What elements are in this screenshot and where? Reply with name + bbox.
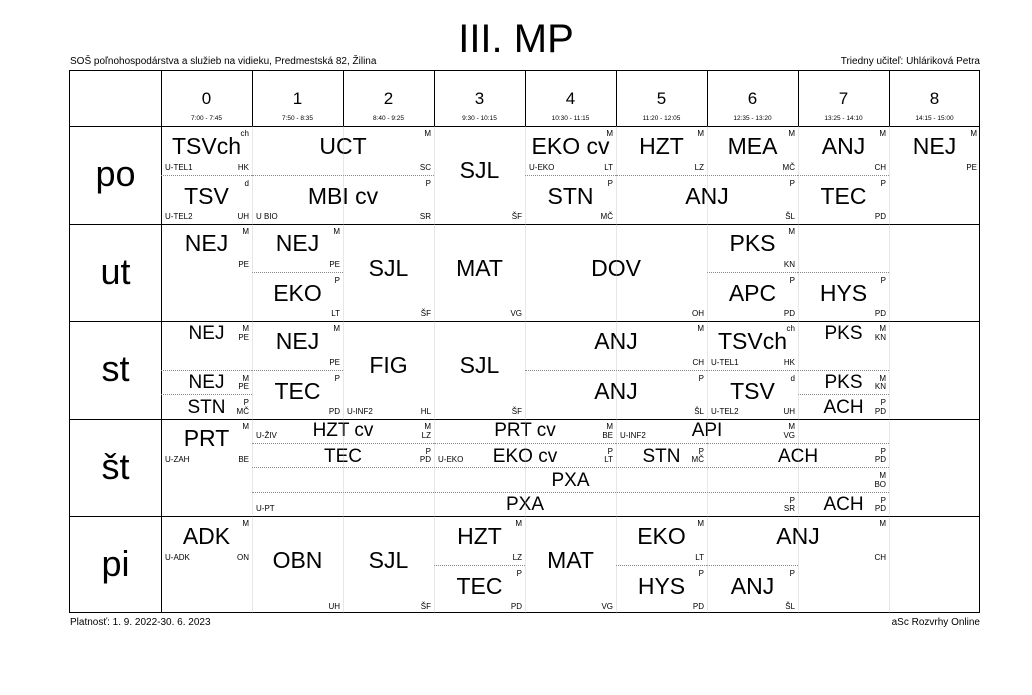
lesson-subject: PXA (551, 469, 590, 491)
lesson-cell[interactable] (343, 516, 434, 614)
lesson-teacher: PD (874, 455, 886, 465)
lesson-room: U-TEL1 (711, 357, 739, 367)
lesson-group: M (879, 373, 886, 383)
lesson-subject: ACH (823, 396, 864, 418)
period-time: 10:30 - 11:15 (551, 115, 590, 122)
lesson-cell[interactable] (161, 516, 252, 565)
lesson-teacher: ŠF (511, 211, 522, 221)
lesson-subject: EKO cv (492, 445, 558, 467)
lesson-room: U-INF2 (620, 430, 646, 440)
period-time: 9:30 - 10:15 (462, 115, 497, 122)
lesson-teacher: VG (783, 430, 795, 440)
cell-separator-line (525, 126, 526, 224)
lesson-group: M (970, 129, 977, 138)
lesson-cell[interactable] (161, 394, 252, 418)
lesson-group: P (425, 446, 431, 456)
lesson-group: M (697, 519, 704, 528)
lesson-subject: NEJ (275, 327, 320, 354)
lesson-subject: TSV (184, 182, 229, 209)
lesson-subject: ANJ (730, 572, 775, 599)
period-number: 5 (656, 89, 667, 108)
period-number: 3 (474, 89, 485, 108)
lesson-cell[interactable] (161, 224, 252, 273)
cell-separator-line (616, 419, 617, 517)
lesson-subject: PRT (183, 425, 230, 452)
lesson-teacher: CH (874, 162, 886, 172)
lesson-subject: PKS (824, 372, 863, 394)
cell-separator-line (434, 419, 435, 517)
lesson-subject: HYS (819, 280, 868, 307)
lesson-cell[interactable] (161, 126, 252, 175)
cell-separator-line (798, 516, 799, 614)
lesson-teacher: ON (237, 552, 249, 562)
lesson-teacher: KN (783, 260, 795, 270)
lesson-subject: ANJ (776, 522, 820, 549)
lesson-cell[interactable] (525, 175, 616, 224)
lesson-cell[interactable] (616, 516, 707, 565)
lesson-subject: SJL (459, 157, 500, 184)
lesson-group: P (880, 446, 886, 456)
lesson-subject: FIG (369, 352, 408, 379)
lesson-group: P (880, 495, 886, 505)
cell-separator-line (343, 419, 344, 517)
lesson-room: U BIO (256, 211, 278, 221)
lesson-subject: UCT (319, 132, 367, 159)
cell-separator-line (616, 126, 617, 224)
lesson-cell[interactable] (161, 370, 252, 394)
lesson-teacher: PE (238, 333, 249, 343)
lesson-cell[interactable] (798, 492, 889, 516)
period-time: 8:40 - 9:25 (372, 115, 405, 122)
lesson-teacher: KN (874, 382, 886, 392)
lesson-cell[interactable] (616, 443, 707, 467)
period-time: 7:00 - 7:45 (190, 115, 223, 122)
lesson-teacher: SR (783, 504, 795, 513)
lesson-subject: MBI cv (307, 182, 379, 209)
lesson-cell[interactable] (252, 516, 343, 614)
lesson-group: M (242, 373, 249, 383)
cell-separator-line (434, 516, 435, 614)
lesson-group: M (879, 324, 886, 333)
lesson-room: U-TEL2 (165, 211, 193, 221)
lesson-group: M (333, 324, 340, 333)
cell-separator-line (525, 516, 526, 614)
lesson-teacher: PE (329, 260, 340, 270)
period-time: 12:35 - 13:20 (733, 115, 772, 122)
lesson-group: P (789, 178, 795, 188)
lesson-group: P (425, 178, 431, 188)
lesson-group: P (516, 568, 522, 578)
lesson-teacher: ŠL (785, 601, 795, 611)
lesson-group: M (242, 324, 249, 333)
page-title: III. MP (458, 17, 574, 61)
lesson-group: P (880, 178, 886, 188)
lesson-teacher: UH (783, 406, 795, 416)
cell-separator-line (707, 516, 708, 614)
lesson-group: d (790, 373, 795, 383)
lesson-group: M (879, 471, 886, 481)
cell-separator-line (889, 516, 890, 614)
lesson-group: P (334, 373, 340, 383)
lesson-group: P (243, 398, 249, 408)
lesson-cell[interactable] (798, 272, 889, 321)
lesson-group: M (515, 519, 522, 528)
lesson-cell[interactable] (252, 467, 889, 491)
lesson-group: ch (240, 129, 249, 138)
lesson-teacher: MČ (782, 162, 795, 172)
lesson-teacher: LT (604, 455, 613, 465)
cell-separator-line (616, 516, 617, 614)
period-number: 6 (747, 89, 758, 108)
lesson-teacher: ŠL (785, 211, 795, 221)
lesson-subject: NEJ (188, 372, 225, 394)
class-teacher: Triedny učiteľ: Uhláriková Petra (840, 56, 980, 67)
cell-separator-line (616, 224, 617, 322)
lesson-subject: TEC (324, 445, 362, 467)
lesson-teacher: HK (237, 162, 249, 172)
cell-separator-line (889, 224, 890, 322)
lesson-cell[interactable] (707, 224, 798, 273)
period-number: 8 (929, 89, 940, 108)
lesson-teacher: LT (331, 309, 340, 318)
lesson-subject: API (691, 420, 723, 442)
lesson-cell[interactable] (434, 224, 525, 322)
lesson-teacher: PD (874, 406, 886, 416)
lesson-group: P (607, 178, 613, 188)
lesson-subject: NEJ (912, 132, 957, 159)
period-time: 11:20 - 12:05 (642, 115, 681, 122)
lesson-subject: APC (728, 280, 777, 307)
lesson-cell[interactable] (434, 126, 525, 224)
lesson-subject: ANJ (594, 377, 638, 404)
lesson-subject: PKS (824, 322, 863, 344)
lesson-teacher: UH (328, 601, 340, 611)
lesson-group: M (333, 226, 340, 236)
lesson-teacher: MČ (691, 455, 704, 465)
lesson-cell[interactable] (343, 224, 434, 322)
lesson-group: d (244, 178, 249, 188)
lesson-group: P (334, 276, 340, 286)
lesson-cell[interactable] (434, 516, 525, 565)
cell-separator-line (525, 224, 526, 322)
lesson-cell[interactable] (161, 419, 252, 468)
lesson-room: U-ZAH (165, 455, 190, 465)
period-time: 13:25 - 14:10 (824, 115, 863, 122)
cell-separator-line (434, 126, 435, 224)
lesson-teacher: ŠF (420, 601, 431, 611)
lesson-subject: DOV (591, 254, 641, 281)
lesson-cell[interactable] (252, 272, 343, 321)
lesson-group: M (424, 129, 431, 138)
cell-separator-line (707, 321, 708, 419)
lesson-teacher: CH (692, 357, 704, 367)
lesson-group: P (880, 398, 886, 408)
lesson-teacher: SR (419, 211, 431, 221)
lesson-teacher: BO (874, 479, 886, 489)
lesson-group: P (789, 568, 795, 578)
lesson-subject: SJL (459, 352, 500, 379)
lesson-subject: PRT cv (494, 420, 556, 442)
lesson-group: M (242, 519, 249, 528)
lesson-room: U-ŽIV (256, 430, 277, 440)
cell-separator-line (252, 126, 253, 224)
lesson-subject: HZT (639, 132, 684, 159)
lesson-teacher: BE (238, 455, 249, 465)
lesson-teacher: PD (419, 455, 431, 465)
lesson-teacher: OH (692, 309, 704, 318)
lesson-cell[interactable] (798, 321, 889, 345)
period-number: 0 (201, 89, 212, 108)
lesson-cell[interactable] (343, 321, 434, 419)
lesson-group: M (697, 324, 704, 333)
lesson-subject: TSVch (717, 327, 788, 354)
lesson-teacher: LZ (694, 162, 704, 172)
lesson-room: U-EKO (438, 455, 464, 465)
lesson-group: M (606, 421, 613, 431)
lesson-subject: MAT (547, 547, 594, 574)
lesson-subject: EKO (273, 280, 322, 307)
cell-separator-line (343, 516, 344, 614)
lesson-subject: ACH (777, 445, 819, 467)
lesson-subject: STN (547, 182, 594, 209)
cell-separator-line (798, 126, 799, 224)
period-time: 7:50 - 8:35 (281, 115, 314, 122)
lesson-subject: ANJ (685, 182, 729, 209)
lesson-group: M (697, 129, 704, 138)
lesson-cell[interactable] (707, 370, 798, 419)
lesson-teacher: CH (874, 552, 886, 562)
cell-separator-line (707, 419, 708, 517)
lesson-teacher: LZ (421, 430, 431, 440)
lesson-subject: STN (642, 445, 681, 467)
lesson-subject: TSVch (171, 132, 242, 159)
cell-separator-line (889, 126, 890, 224)
lesson-teacher: LT (604, 162, 613, 172)
cell-separator-line (434, 321, 435, 419)
lesson-subject: MEA (727, 132, 778, 159)
lesson-room: U-PT (256, 504, 275, 513)
cell-separator-line (252, 224, 253, 322)
lesson-teacher: VG (601, 601, 613, 611)
lesson-cell[interactable] (161, 321, 252, 345)
lesson-cell[interactable] (798, 126, 889, 175)
lesson-cell[interactable] (252, 224, 343, 273)
lesson-cell[interactable] (707, 321, 798, 370)
cell-separator-line (889, 321, 890, 419)
cell-separator-line (343, 126, 344, 224)
cell-separator-line (343, 224, 344, 322)
lesson-group: P (880, 276, 886, 286)
lesson-group: M (424, 421, 431, 431)
lesson-group: P (607, 446, 613, 456)
lesson-subject: SJL (368, 547, 409, 574)
lesson-group: M (879, 129, 886, 138)
cell-separator-line (434, 224, 435, 322)
lesson-subject: HZT (457, 522, 502, 549)
lesson-group: M (788, 129, 795, 138)
lesson-cell[interactable] (798, 370, 889, 394)
lesson-subject: NEJ (275, 230, 320, 257)
cell-separator-line (616, 321, 617, 419)
cell-separator-line (525, 419, 526, 517)
lesson-subject: ANJ (594, 327, 638, 354)
brand-text: aSc Rozvrhy Online (891, 617, 980, 628)
lesson-room: U-TEL2 (711, 406, 739, 416)
lesson-subject: MAT (456, 254, 503, 281)
lesson-subject: ANJ (821, 132, 866, 159)
lesson-group: P (698, 373, 704, 383)
lesson-teacher: PD (874, 504, 886, 513)
lesson-subject: PKS (729, 230, 776, 257)
lesson-subject: HZT cv (312, 420, 374, 442)
lesson-teacher: KN (874, 333, 886, 343)
lesson-teacher: SC (419, 162, 431, 172)
day-label: pi (101, 543, 130, 584)
day-label: št (101, 445, 130, 487)
lesson-teacher: PE (238, 382, 249, 392)
lesson-group: P (698, 568, 704, 578)
lesson-subject: TEC (820, 182, 867, 209)
lesson-teacher: ŠF (420, 309, 431, 318)
lesson-room: U-INF2 (347, 406, 373, 416)
lesson-cell[interactable] (889, 126, 980, 175)
lesson-subject: TEC (274, 377, 321, 404)
lesson-room: U-ADK (165, 552, 190, 562)
cell-separator-line (252, 321, 253, 419)
period-number: 7 (838, 89, 849, 108)
lesson-teacher: MČ (236, 406, 249, 416)
lesson-group: P (789, 495, 795, 505)
lesson-subject: NEJ (188, 322, 225, 344)
lesson-teacher: PE (966, 162, 977, 172)
lesson-cell[interactable] (525, 126, 616, 175)
lesson-group: M (788, 226, 795, 236)
lesson-teacher: PD (874, 309, 886, 318)
lesson-subject: EKO (637, 522, 686, 549)
lesson-subject: HYS (637, 572, 686, 599)
lesson-teacher: BE (602, 430, 613, 440)
lesson-group: M (788, 421, 795, 431)
timetable-grid (69, 70, 980, 613)
lesson-teacher: PE (329, 357, 340, 367)
lesson-subject: TEC (456, 572, 503, 599)
lesson-cell[interactable] (252, 321, 343, 370)
lesson-teacher: ŠF (511, 406, 522, 416)
lesson-subject: STN (187, 396, 226, 418)
lesson-subject: SJL (368, 254, 409, 281)
lesson-cell[interactable] (252, 370, 343, 419)
lesson-cell[interactable] (707, 272, 798, 321)
lesson-subject: ACH (823, 494, 864, 516)
lesson-teacher: PE (238, 260, 249, 270)
period-number: 2 (383, 89, 394, 108)
day-label: st (101, 348, 130, 389)
lesson-teacher: UH (237, 211, 249, 221)
lesson-group: P (698, 446, 704, 456)
cell-separator-line (343, 321, 344, 419)
lesson-cell[interactable] (798, 394, 889, 418)
lesson-group: ch (786, 324, 795, 333)
lesson-teacher: ŠL (694, 406, 704, 416)
day-label: ut (100, 250, 131, 292)
validity-text: Platnosť: 1. 9. 2022-30. 6. 2023 (70, 617, 211, 628)
lesson-cell[interactable] (707, 126, 798, 175)
lesson-room: U-TEL1 (165, 162, 193, 172)
lesson-cell[interactable] (798, 175, 889, 224)
lesson-subject: PXA (505, 494, 545, 516)
lesson-cell[interactable] (434, 321, 525, 419)
period-number: 1 (292, 89, 303, 108)
lesson-teacher: HK (783, 357, 795, 367)
lesson-cell[interactable] (616, 126, 707, 175)
lesson-cell[interactable] (525, 516, 616, 614)
lesson-subject: TSV (730, 377, 775, 404)
lesson-teacher: PD (510, 601, 522, 611)
cell-separator-line (798, 224, 799, 322)
lesson-teacher: PD (692, 601, 704, 611)
cell-separator-line (252, 419, 253, 517)
lesson-cell[interactable] (161, 175, 252, 224)
lesson-teacher: LT (695, 552, 704, 562)
lesson-group: M (606, 129, 613, 138)
lesson-cell[interactable] (616, 565, 707, 614)
lesson-cell[interactable] (707, 565, 798, 614)
cell-separator-line (798, 419, 799, 517)
lesson-subject: ADK (182, 522, 231, 549)
lesson-subject: OBN (272, 547, 323, 574)
cell-separator-line (252, 516, 253, 614)
cell-separator-line (707, 224, 708, 322)
lesson-teacher: PD (783, 309, 795, 318)
lesson-teacher: LZ (512, 552, 522, 562)
cell-separator-line (525, 321, 526, 419)
cell-separator-line (707, 126, 708, 224)
cell-separator-line (889, 419, 890, 517)
lesson-group: M (242, 421, 249, 431)
cell-separator-line (798, 321, 799, 419)
lesson-room: U-EKO (529, 162, 555, 172)
lesson-subject: EKO cv (531, 132, 610, 159)
lesson-group: P (789, 276, 795, 286)
lesson-teacher: HL (420, 406, 431, 416)
lesson-teacher: PD (874, 211, 886, 221)
lesson-teacher: MČ (600, 211, 613, 221)
lesson-teacher: PD (328, 406, 340, 416)
lesson-subject: NEJ (184, 230, 229, 257)
period-number: 4 (565, 89, 576, 108)
school-name: SOŠ poľnohospodárstva a služieb na vidieku, Predmestská 82, Žilina (70, 56, 377, 67)
day-label: po (95, 153, 136, 194)
period-time: 14:15 - 15:00 (915, 115, 954, 122)
lesson-group: M (879, 519, 886, 528)
lesson-group: M (242, 226, 249, 236)
lesson-cell[interactable] (434, 565, 525, 614)
lesson-teacher: VG (510, 309, 522, 318)
